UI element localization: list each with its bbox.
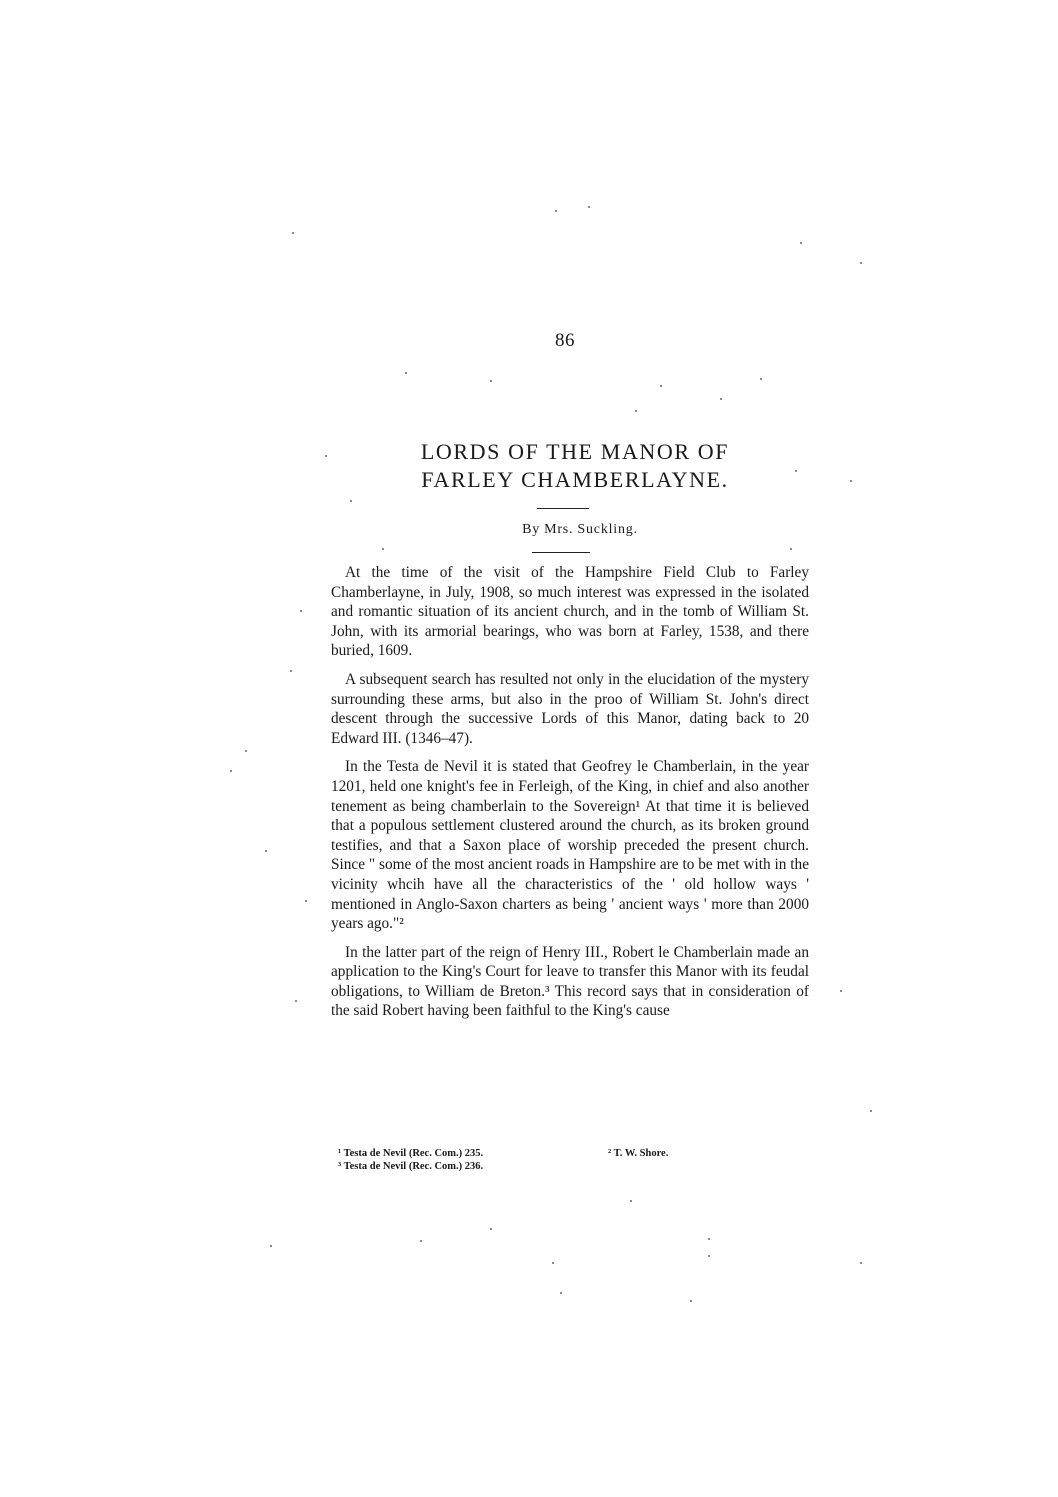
title-rule (537, 508, 589, 509)
scan-speck (555, 210, 557, 212)
scan-speck (850, 480, 852, 482)
scan-speck (350, 500, 352, 502)
scan-speck (870, 1110, 872, 1112)
footnote-1: ¹ Testa de Nevil (Rec. Com.) 235. (338, 1148, 484, 1159)
byline-by: By (522, 522, 541, 537)
footnote-3: ³ Testa de Nevil (Rec. Com.) 236. (338, 1161, 484, 1172)
scan-speck (800, 242, 802, 244)
scan-speck (795, 470, 797, 472)
scan-speck (708, 1238, 710, 1240)
scan-speck (560, 1292, 562, 1294)
page-number: 86 (555, 330, 575, 351)
byline (330, 521, 830, 538)
scan-speck (760, 378, 762, 380)
footnotes (338, 1147, 758, 1173)
footnote-row (338, 1147, 758, 1160)
paragraph-1: At the time of the visit of the Hampshire Field Club to Farley Chamberlayne, in July, 1908, so much interest was expressed in the isolated and romantic situation of its ancient church, and in the tomb of William St. John, with its armorial bearings, who was born at Farley, 1538, and there buried, 1609. (331, 564, 809, 660)
scan-speck (230, 770, 232, 772)
article-title (330, 438, 820, 494)
scan-speck (490, 380, 492, 382)
byline-mrs: Mrs. (544, 522, 574, 537)
scan-speck (860, 262, 862, 264)
scan-speck (292, 232, 294, 234)
paragraph-4: In the latter part of the reign of Henry III., Robert le Chamberlain made an application to the King's Court for leave to transfer this Manor with its feudal obligations, to William de Breton.³ This record says that in consideration of the said Robert having been faithful to the King's cause (331, 943, 809, 1020)
scan-speck (405, 372, 407, 374)
byline-rule (532, 552, 590, 553)
scan-speck (635, 410, 637, 412)
byline-author: Suckling. (577, 522, 638, 537)
scan-speck (840, 990, 842, 992)
scan-speck (382, 548, 384, 550)
scan-speck (325, 455, 327, 457)
paragraph-2: A subsequent search has resulted not only in the elucidation of the mystery surrounding these arms, but also in the proo of William St. John's direct descent through the successive Lords of this Manor, dating back to 20 Edward III. (1346–47). (331, 670, 809, 747)
scan-speck (265, 850, 267, 852)
scan-speck (660, 385, 662, 387)
title-line-1: LORDS OF THE MANOR OF (420, 439, 730, 464)
scan-speck (708, 1255, 710, 1257)
scan-speck (588, 206, 590, 208)
scan-speck (552, 1262, 554, 1264)
title-line-2: FARLEY CHAMBERLAYNE. (421, 467, 729, 492)
paragraph-3: In the Testa de Nevil it is stated that Geofrey le Chamberlain, in the year 1201, held one knight's fee in Ferleigh, of the King, in chief and also another tenement as being chamberlain to the Sovereign¹ At that time it is believed that a populous settlement clustered around the church, as its broken ground testifies, and that a Saxon place of worship preceded the present church. Since " some of the most ancient roads in Hampshire are to be met with in the vicinity whcih have all the characteristics of the ' old hollow ways ' mentioned in Anglo-Saxon charters as being ' ancient ways ' more than 2000 years ago."² (331, 758, 809, 933)
footnote-2: ² T. W. Shore. (608, 1148, 669, 1159)
scan-speck (245, 750, 247, 752)
scan-speck (630, 1200, 632, 1202)
scan-speck (295, 1000, 297, 1002)
article-body (331, 563, 809, 1030)
scan-speck (290, 670, 292, 672)
scan-speck (420, 1240, 422, 1242)
scan-speck (690, 1300, 692, 1302)
scan-speck (270, 1245, 272, 1247)
scan-speck (790, 548, 792, 550)
scan-speck (860, 1262, 862, 1264)
scan-speck (300, 610, 302, 612)
scan-speck (305, 900, 307, 902)
scan-speck (490, 1228, 492, 1230)
scan-speck (720, 398, 722, 400)
